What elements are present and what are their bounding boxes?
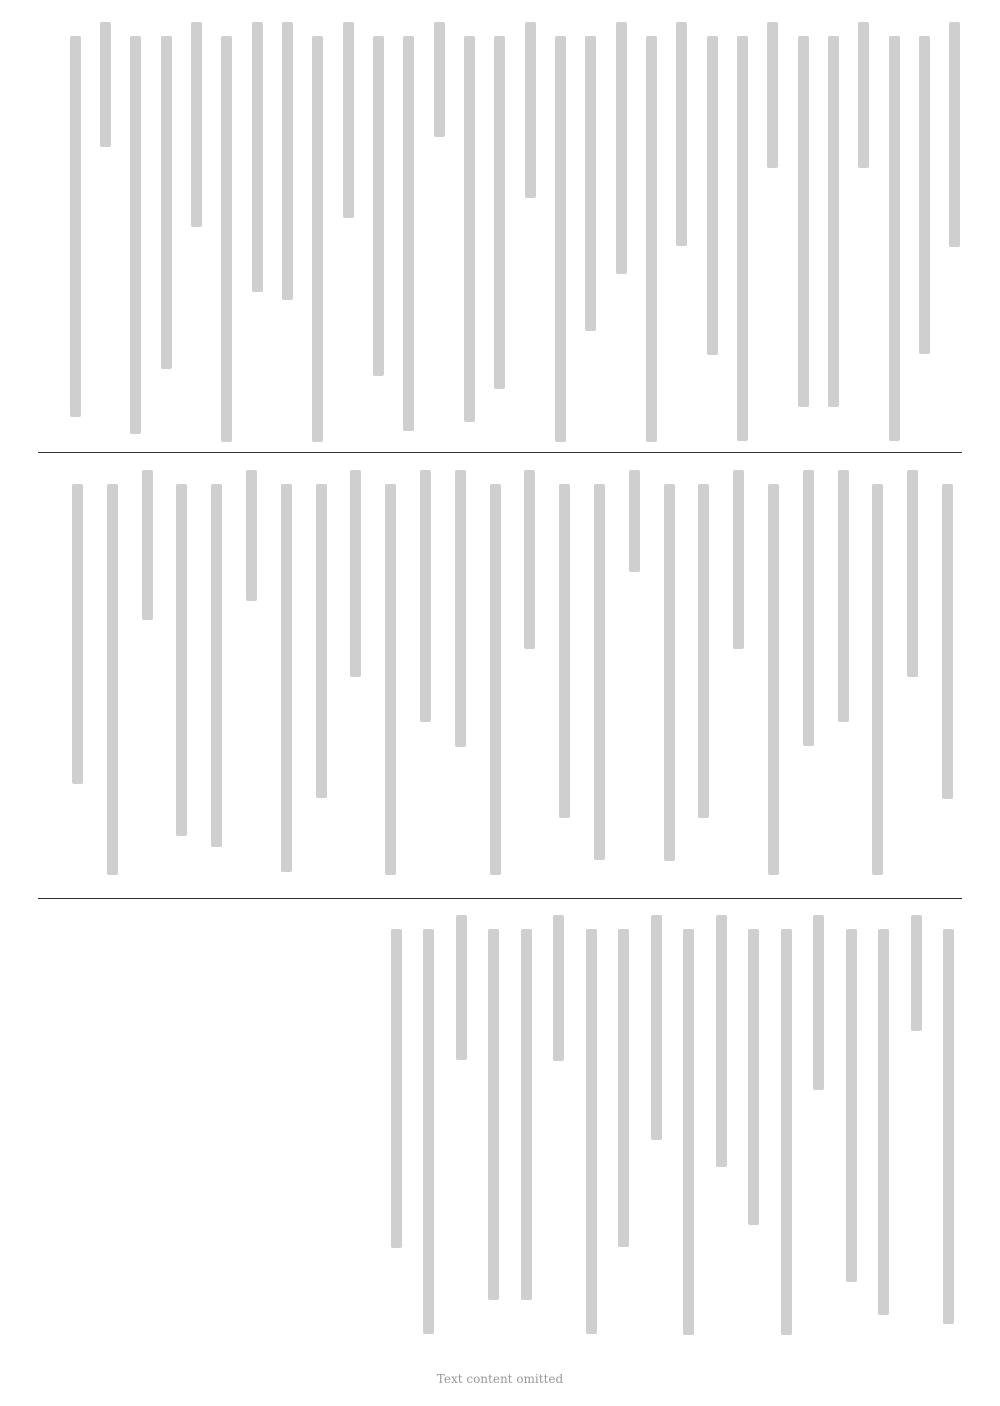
text-column-placeholder <box>911 915 922 1031</box>
text-column-placeholder <box>455 470 466 747</box>
text-column-placeholder <box>629 470 640 572</box>
text-column-placeholder <box>872 484 883 875</box>
text-column-placeholder <box>456 915 467 1060</box>
text-column-placeholder <box>434 22 445 137</box>
text-column-placeholder <box>142 470 153 620</box>
text-column-placeholder <box>464 36 475 422</box>
text-column-placeholder <box>252 22 263 292</box>
text-column-placeholder <box>858 22 869 168</box>
text-column-placeholder <box>594 484 605 860</box>
text-column-placeholder <box>664 484 675 861</box>
text-column-placeholder <box>281 484 292 872</box>
text-column-placeholder <box>191 22 202 227</box>
text-column-placeholder <box>211 484 222 847</box>
text-column-placeholder <box>846 929 857 1282</box>
text-column-placeholder <box>391 929 402 1248</box>
text-column-placeholder <box>748 929 759 1225</box>
text-column-placeholder <box>312 36 323 442</box>
text-column-placeholder <box>130 36 141 434</box>
text-column-placeholder <box>781 929 792 1335</box>
text-column-placeholder <box>803 470 814 746</box>
text-column-placeholder <box>403 36 414 431</box>
text-column-placeholder <box>100 22 111 147</box>
text-column-placeholder <box>878 929 889 1315</box>
text-column-placeholder <box>176 484 187 836</box>
text-column-placeholder <box>521 929 532 1300</box>
text-column-placeholder <box>716 915 727 1167</box>
text-column-placeholder <box>350 470 361 677</box>
text-column-placeholder <box>494 36 505 389</box>
text-column-placeholder <box>767 22 778 168</box>
text-column-placeholder <box>698 484 709 818</box>
text-column-placeholder <box>525 22 536 198</box>
text-column-placeholder <box>423 929 434 1334</box>
text-column-placeholder <box>838 470 849 722</box>
text-column-placeholder <box>813 915 824 1090</box>
text-column-placeholder <box>221 36 232 442</box>
text-column-placeholder <box>616 22 627 274</box>
text-column-placeholder <box>343 22 354 218</box>
text-column-placeholder <box>907 470 918 677</box>
text-column-placeholder <box>733 470 744 649</box>
section-divider <box>38 898 962 899</box>
text-column-placeholder <box>490 484 501 875</box>
text-column-placeholder <box>585 36 596 331</box>
text-column-placeholder <box>949 22 960 247</box>
text-column-placeholder <box>70 36 81 417</box>
text-column-placeholder <box>524 470 535 649</box>
text-column-placeholder <box>707 36 718 355</box>
text-column-placeholder <box>586 929 597 1334</box>
text-section-lower <box>380 915 965 1335</box>
text-column-placeholder <box>676 22 687 246</box>
text-column-placeholder <box>107 484 118 875</box>
text-column-placeholder <box>889 36 900 441</box>
text-column-placeholder <box>553 915 564 1061</box>
text-column-placeholder <box>828 36 839 407</box>
text-column-placeholder <box>420 470 431 722</box>
text-column-placeholder <box>646 36 657 442</box>
text-section-middle <box>60 470 965 875</box>
text-column-placeholder <box>942 484 953 799</box>
text-column-placeholder <box>798 36 809 407</box>
text-column-placeholder <box>737 36 748 441</box>
text-column-placeholder <box>683 929 694 1335</box>
text-column-placeholder <box>488 929 499 1300</box>
text-column-placeholder <box>919 36 930 354</box>
text-column-placeholder <box>246 470 257 601</box>
section-divider <box>38 452 962 453</box>
text-column-placeholder <box>618 929 629 1247</box>
text-column-placeholder <box>161 36 172 369</box>
text-column-placeholder <box>768 484 779 875</box>
text-column-placeholder <box>282 22 293 300</box>
text-column-placeholder <box>72 484 83 784</box>
text-column-placeholder <box>651 915 662 1140</box>
text-section-upper <box>60 22 970 442</box>
text-column-placeholder <box>385 484 396 875</box>
text-column-placeholder <box>316 484 327 798</box>
text-column-placeholder <box>373 36 384 376</box>
text-column-placeholder <box>943 929 954 1324</box>
text-column-placeholder <box>559 484 570 818</box>
text-column-placeholder <box>555 36 566 442</box>
omitted-notice: Text content omitted <box>436 1372 564 1386</box>
